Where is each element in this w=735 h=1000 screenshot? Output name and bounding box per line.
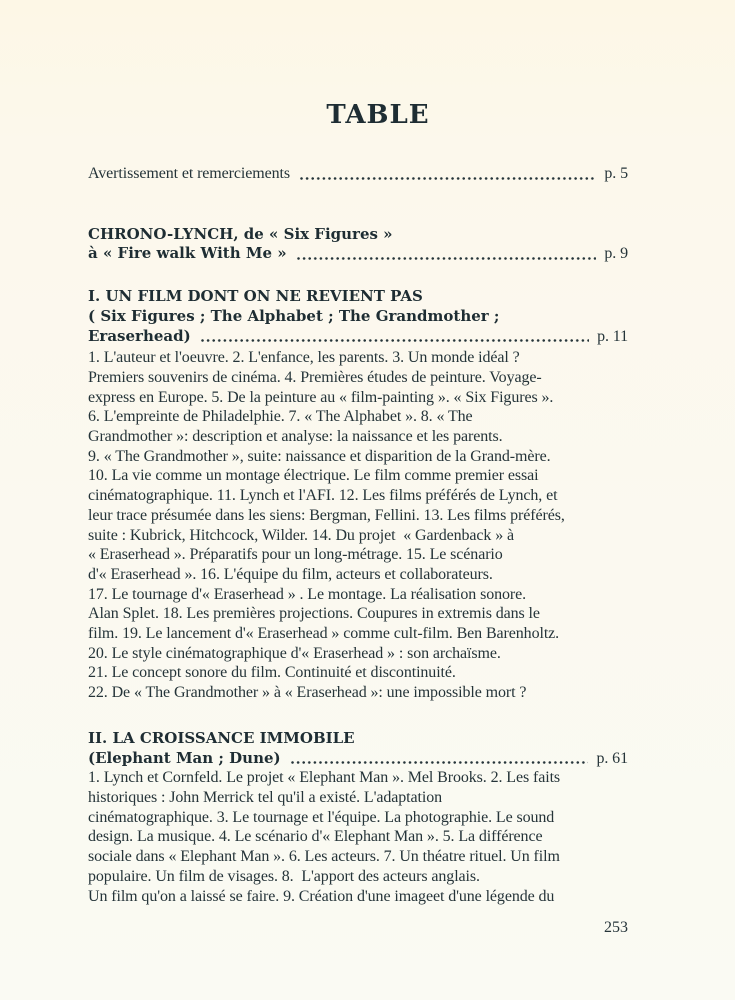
toc-body-line: 9. « The Grandmother », suite: naissance et disparition de la Grand-mère. <box>88 447 551 465</box>
section-leader-line <box>88 749 628 769</box>
toc-body-line: 20. Le style cinématographique d'« Eraserhead » : son archaïsme. <box>88 644 501 662</box>
toc-body-line: populaire. Un film de visages. 8. L'apport des acteurs anglais. <box>88 867 480 885</box>
toc-body-line: 10. La vie comme un montage électrique. Le film comme premier essai <box>88 467 539 485</box>
toc-body-line: 22. De « The Grandmother » à « Eraserhead »: une impossible mort ? <box>88 684 527 702</box>
entry-label: à « Fire walk With Me » <box>88 244 287 263</box>
toc-body-line: leur trace présumée dans les siens: Bergman, Fellini. 13. Les films préférés, <box>88 506 565 524</box>
section-body <box>88 768 628 906</box>
toc-body-line: cinématographique. 11. Lynch et l'AFI. 12. Les films préférés de Lynch, et <box>88 487 558 505</box>
entry-title-line: CHRONO-LYNCH, de « Six Figures » <box>88 224 393 243</box>
toc-body-line: 21. Le concept sonore du film. Continuité et discontinuité. <box>88 664 456 682</box>
toc-body-line: sociale dans « Elephant Man ». 6. Les acteurs. 7. Un théatre rituel. Un film <box>88 848 560 866</box>
toc-body-line: Alan Splet. 18. Les premières projections. Coupures in extremis dans le <box>88 605 540 623</box>
entry-page-ref: p. 9 <box>604 245 628 263</box>
entry-page-ref: p. 11 <box>597 327 628 345</box>
toc-body-line: 17. Le tournage d'« Eraserhead » . Le montage. La réalisation sonore. <box>88 585 527 603</box>
section-heading: II. LA CROISSANCE IMMOBILE <box>88 728 355 747</box>
toc-body-line: suite : Kubrick, Hitchcock, Wilder. 14. Du projet « Gardenback » à <box>88 526 515 544</box>
toc-body-line: design. La musique. 4. Le scénario d'« Elephant Man ». 5. La différence <box>88 828 543 846</box>
toc-body-line: « Eraserhead ». Préparatifs pour un long-métrage. 15. Le scénario <box>88 546 503 564</box>
toc-body-line: film. 19. Le lancement d'« Eraserhead » comme cult-film. Ben Barenholtz. <box>88 625 560 643</box>
toc-body-line: d'« Eraserhead ». 16. L'équipe du film, acteurs et collaborateurs. <box>88 565 493 583</box>
toc-body-line: 1. L'auteur et l'oeuvre. 2. L'enfance, les parents. 3. Un monde idéal ? <box>88 349 520 367</box>
page-number: 253 <box>604 919 628 937</box>
leader-dots <box>291 761 589 764</box>
toc-entry-chrono-lynch <box>88 225 628 264</box>
toc-body-line: express en Europe. 5. De la peinture au « film-painting ». « Six Figures ». <box>88 388 554 406</box>
toc-body-line: cinématographique. 3. Le tournage et l'équipe. La photographie. Le sound <box>88 808 555 826</box>
toc-entry-avertissement <box>88 164 628 184</box>
toc-body-line: historiques : John Merrick tel qu'il a existé. L'adaptation <box>88 788 443 806</box>
entry-label: Eraserhead) <box>88 326 191 345</box>
leader-dots <box>201 339 589 342</box>
entry-label: (Elephant Man ; Dune) <box>88 748 281 767</box>
toc-section-1 <box>88 287 628 703</box>
entry-title-leader-line <box>88 244 628 264</box>
page-title: TABLE <box>326 100 430 130</box>
section-body <box>88 348 628 703</box>
toc-body-line: 6. L'empreinte de Philadelphie. 7. « The Alphabet ». 8. « The <box>88 408 473 426</box>
toc-body-line: Premiers souvenirs de cinéma. 4. Premières études de peinture. Voyage- <box>88 368 542 386</box>
entry-page-ref: p. 61 <box>596 749 628 767</box>
toc-section-2 <box>88 729 628 906</box>
toc-body-line: Un film qu'on a laissé se faire. 9. Création d'une imageet d'une légende du <box>88 887 555 905</box>
section-heading: I. UN FILM DONT ON NE REVIENT PAS <box>88 287 423 306</box>
leader-dots <box>297 257 597 260</box>
section-subheading: ( Six Figures ; The Alphabet ; The Grandmother ; <box>88 306 500 325</box>
entry-label: Avertissement et remerciements <box>88 165 290 182</box>
section-leader-line <box>88 327 628 347</box>
leader-dots <box>300 177 596 180</box>
toc-body-line: Grandmother »: description et analyse: la naissance et les parents. <box>88 428 503 446</box>
entry-page-ref: p. 5 <box>604 165 628 182</box>
toc-body-line: 1. Lynch et Cornfeld. Le projet « Elephant Man ». Mel Brooks. 2. Les faits <box>88 769 561 787</box>
